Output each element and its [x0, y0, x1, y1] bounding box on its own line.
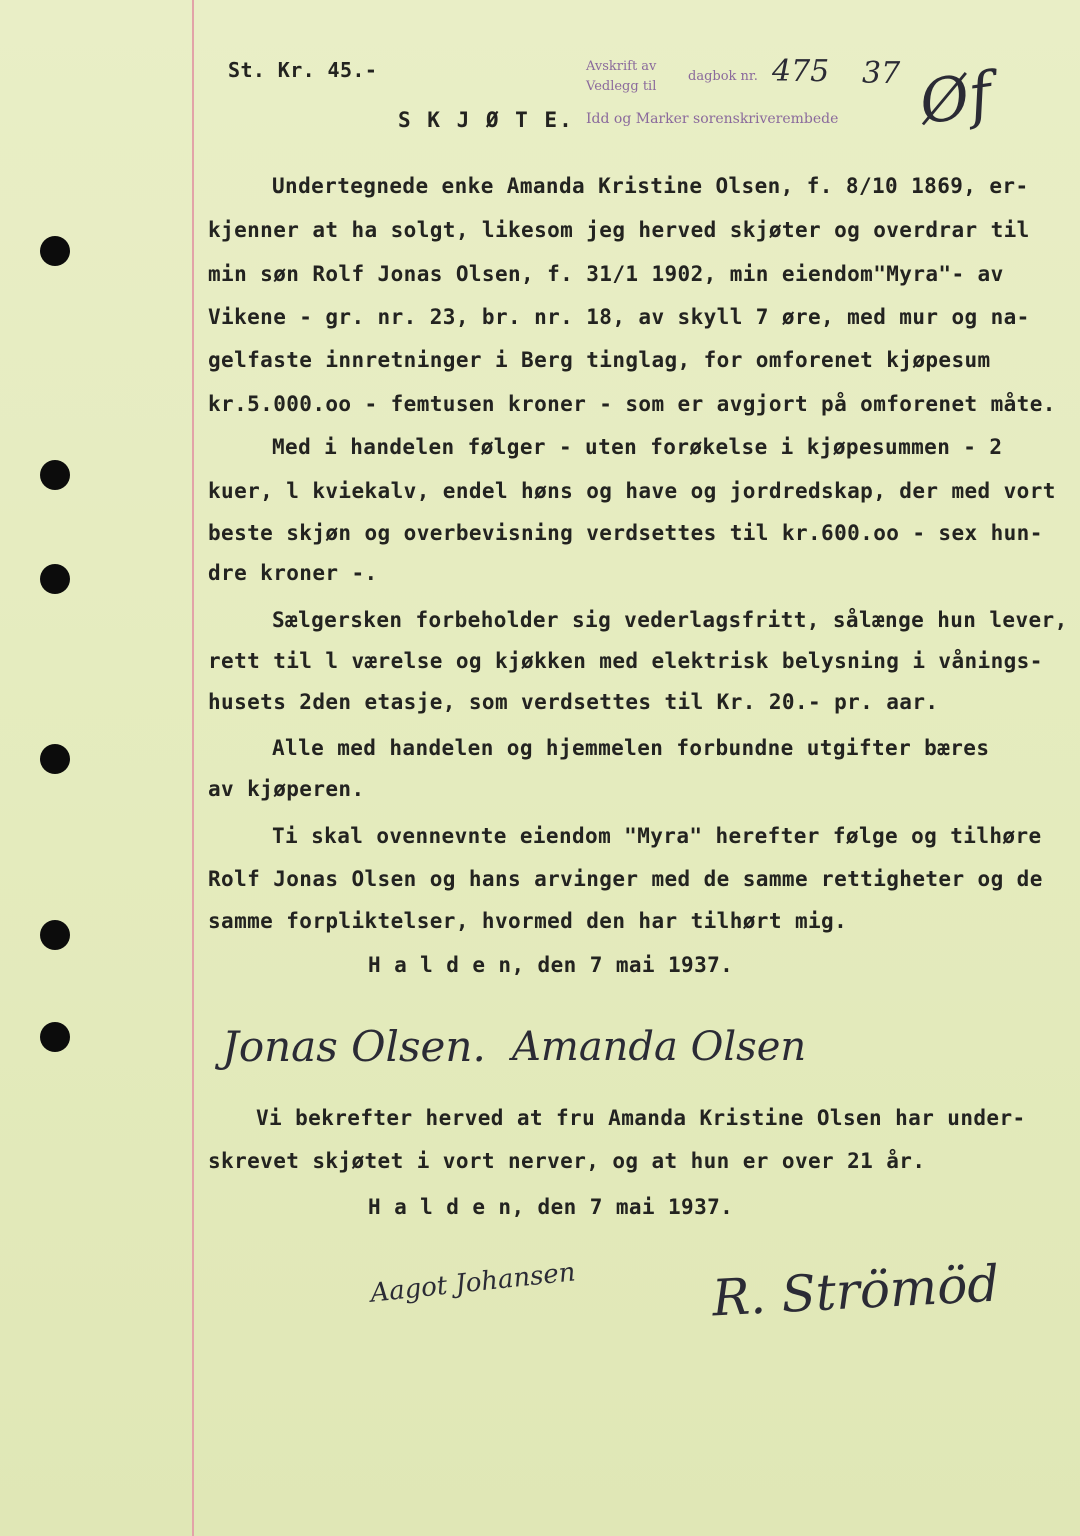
- body-line: kuer, l kviekalv, endel høns og have og jordredskap, der med vort: [208, 479, 1056, 503]
- punch-hole: [40, 564, 70, 594]
- handwritten-year: 37: [862, 56, 901, 91]
- body-line: kr.5.000.oo - femtusen kroner - som er avgjort på omforenet måte.: [208, 392, 1056, 416]
- margin-rule: [192, 0, 194, 1536]
- body-line: beste skjøn og overbevisning verdsettes til kr.600.oo - sex hun-: [208, 521, 1043, 545]
- place-date: H a l d e n, den 7 mai 1937.: [368, 953, 734, 977]
- handwritten-initials: Øf: [915, 59, 996, 139]
- body-line: Med i handelen følger - uten forøkelse i kjøpesummen - 2: [272, 435, 1003, 459]
- witness-line: Vi bekrefter herved at fru Amanda Kristine Olsen har under-: [256, 1106, 1026, 1130]
- body-line: rett til l værelse og kjøkken med elektrisk belysning i vånings-: [208, 649, 1043, 673]
- body-line: samme forpliktelser, hvormed den har tilhørt mig.: [208, 909, 848, 933]
- stamp-court: Idd og Marker sorenskriverembede: [586, 111, 839, 127]
- punch-hole: [40, 236, 70, 266]
- body-line: Ti skal ovennevnte eiendom "Myra" herefter følge og tilhøre: [272, 824, 1042, 848]
- witness-line: skrevet skjøtet i vort nerver, og at hun er over 21 år.: [208, 1149, 926, 1173]
- signature-amanda-olsen: Amanda Olsen: [512, 1024, 807, 1070]
- body-line: Vikene - gr. nr. 23, br. nr. 18, av skyll 7 øre, med mur og na-: [208, 305, 1030, 329]
- body-line: dre kroner -.: [208, 561, 378, 585]
- punch-hole: [40, 460, 70, 490]
- stamp-line-2: Vedlegg til: [586, 79, 657, 94]
- body-line: Rolf Jonas Olsen og hans arvinger med de samme rettigheter og de: [208, 867, 1043, 891]
- body-line: min søn Rolf Jonas Olsen, f. 31/1 1902, min eiendom"Myra"- av: [208, 262, 1004, 286]
- body-line: Undertegnede enke Amanda Kristine Olsen, f. 8/10 1869, er-: [272, 174, 1029, 198]
- body-line: av kjøperen.: [208, 777, 365, 801]
- stamp-line-3: dagbok nr.: [688, 69, 758, 84]
- punch-hole: [40, 920, 70, 950]
- stamp-line-1: Avskrift av: [586, 59, 657, 74]
- body-line: Alle med handelen og hjemmelen forbundne utgifter bæres: [272, 736, 990, 760]
- handwritten-entry-number: 475: [772, 54, 830, 89]
- witness-signature-1: Aagot Johansen: [368, 1257, 577, 1309]
- punch-hole: [40, 744, 70, 774]
- punch-hole: [40, 1022, 70, 1052]
- witness-place-date: H a l d e n, den 7 mai 1937.: [368, 1195, 734, 1219]
- signature-jonas-olsen: Jonas Olsen.: [222, 1022, 486, 1071]
- witness-signature-2: R. Strömöd: [710, 1254, 1001, 1328]
- body-line: kjenner at ha solgt, likesom jeg herved skjøter og overdrar til: [208, 218, 1030, 242]
- body-line: Sælgersken forbeholder sig vederlagsfritt, sålænge hun lever,: [272, 608, 1068, 632]
- body-line: husets 2den etasje, som verdsettes til Kr. 20.- pr. aar.: [208, 690, 939, 714]
- reference-number: St. Kr. 45.-: [228, 58, 378, 82]
- document-title: S K J Ø T E.: [398, 108, 574, 132]
- body-line: gelfaste innretninger i Berg tinglag, for omforenet kjøpesum: [208, 348, 991, 372]
